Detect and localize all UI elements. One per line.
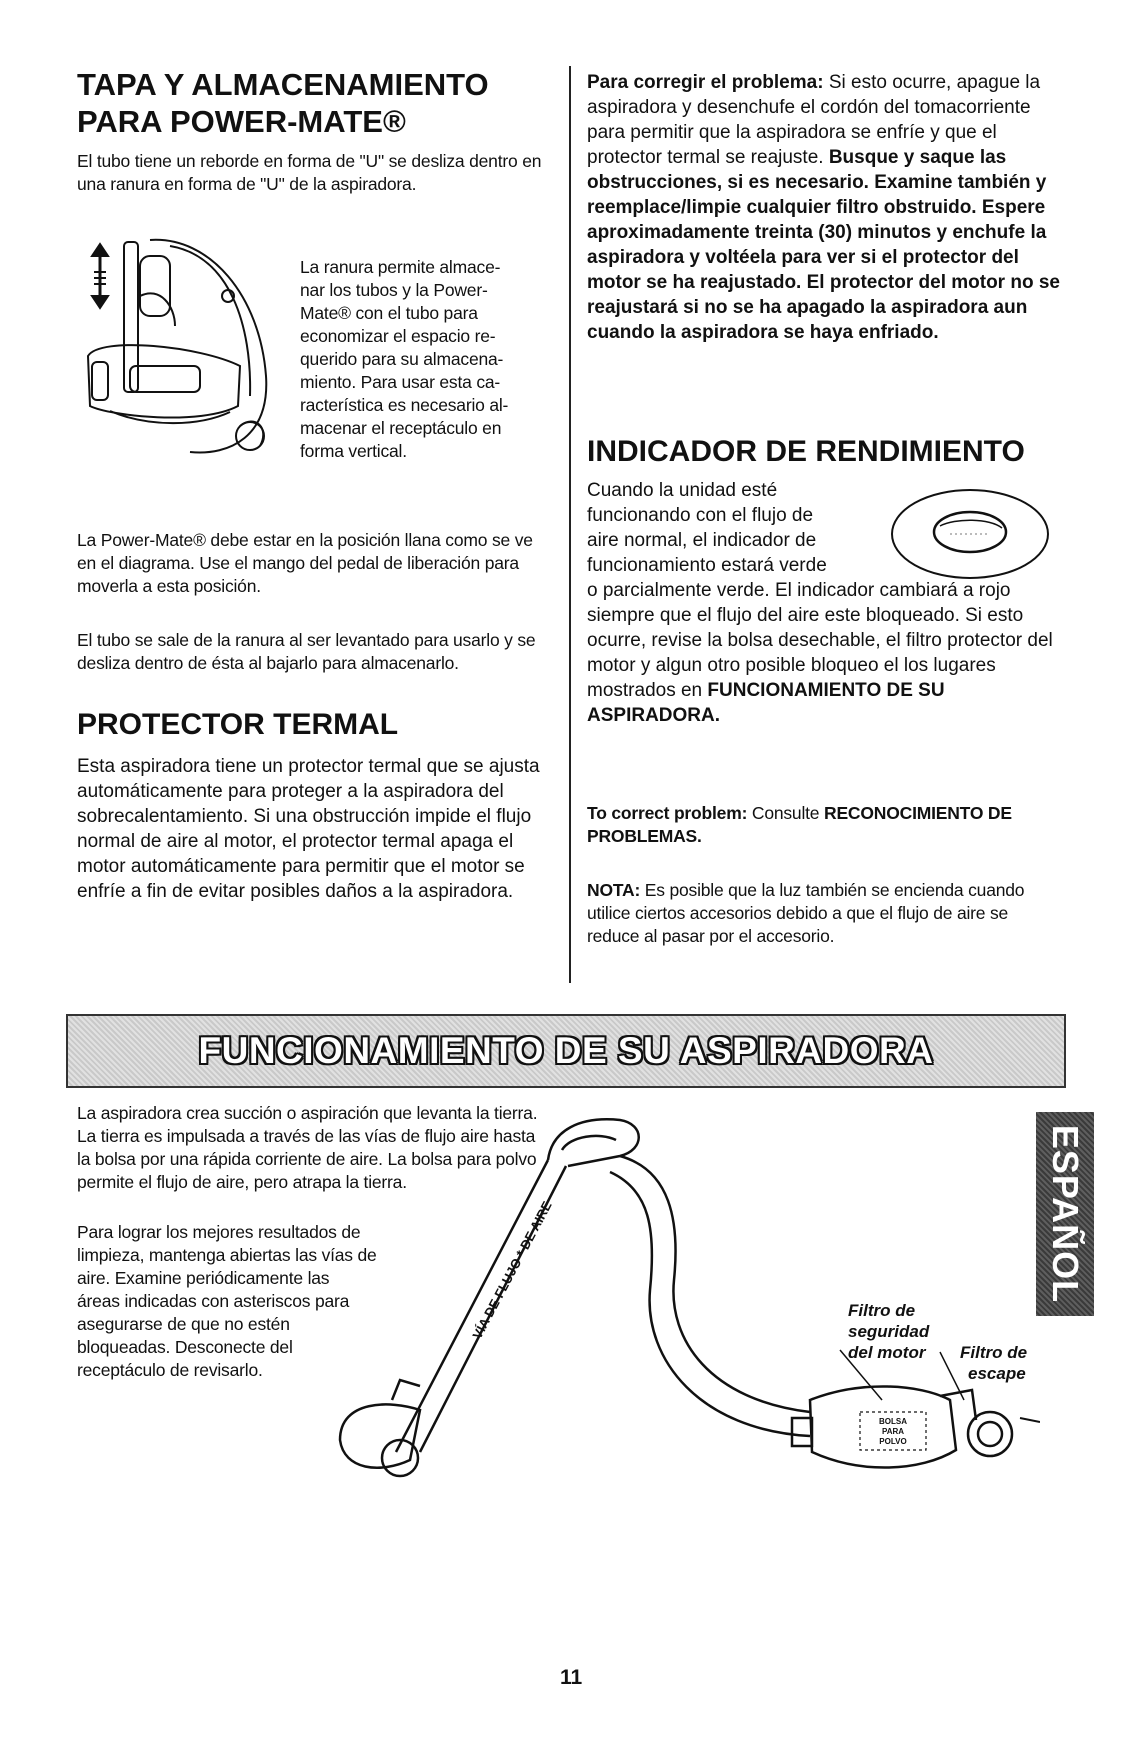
motor-filter-label (848, 1300, 929, 1363)
page-number: 11 (560, 1666, 583, 1689)
performance-indicator-icon (880, 478, 1060, 588)
exhaust-filter-label-line-1: Filtro de (960, 1343, 1028, 1362)
storage-caption (300, 256, 508, 463)
powermate-position-paragraph: La Power-Mate® debe estar en la posición llana como se ve en el diagrama. Use el mango del pedal de liberación para moverla a esta posición. (77, 530, 533, 596)
storage-caption-line-6: miento. Para usar esta ca- (300, 372, 501, 392)
indicador-lead (587, 478, 827, 578)
airways-line-3: aire. Examine periódicamente las (77, 1268, 330, 1288)
title-tapa-line1: TAPA Y ALMACENAMIENTO (77, 67, 489, 102)
indicador-lead-line-3: aire normal, el indicador de (587, 530, 817, 551)
language-tab (1036, 1112, 1094, 1316)
airways-line-6: bloqueadas. Desconecte del (77, 1337, 293, 1357)
indicador-body-reference: FUNCIONAMIENTO DE SU ASPIRADORA. (587, 680, 945, 726)
protector-termal-body: Esta aspiradora tiene un protector termal que se ajusta automáticamente para proteger a la aspiradora del sobrecalentamiento. Si una obstrucción impide el flujo normal de aire al motor, el protector termal apaga el motor automáticamente para permitir que el motor se enfríe a fin de evitar posibles daños a la aspiradora. (77, 756, 540, 902)
column-divider (569, 66, 571, 983)
storage-caption-line-9: forma vertical. (300, 441, 407, 461)
to-correct-paragraph (587, 802, 1057, 848)
nota-text: Es posible que la luz también se encienda cuando utilice ciertos accesorios debido a que el flujo de aire se reduce al pasar por el accesorio. (587, 880, 1025, 946)
motor-filter-label-line-3: del motor (848, 1343, 926, 1362)
to-correct-label: To correct problem: (587, 803, 748, 823)
indicador-lead-line-1: Cuando la unidad esté (587, 480, 778, 501)
correct-problem-text: Si esto ocurre, apague la aspiradora y desenchufe el cordón del tomacorriente para permitir que la aspiradora se enfríe y que el protector termal se reajuste. (587, 72, 1041, 168)
powermate-storage-illustration (80, 236, 280, 458)
storage-caption-line-2: nar los tubos y la Power- (300, 280, 488, 300)
indicador-body-text: o parcialmente verde. El indicador cambiará a rojo siempre que el flujo del aire este bloqueado. Si esto ocurre, revise la bolsa desechable, el filtro protector del motor y algun otro posible bloqueo el los lugares mostrados en (587, 580, 1053, 701)
airways-line-7: receptáculo de revisarlo. (77, 1360, 263, 1380)
storage-caption-line-3: Mate® con el tubo para (300, 303, 478, 323)
bag-label-line-2: PARA (881, 1427, 905, 1436)
motor-filter-label-line-1: Filtro de (848, 1301, 916, 1320)
motor-filter-label-line-2: seguridad (848, 1322, 930, 1341)
title-indicador-rendimiento: INDICADOR DE RENDIMIENTO (587, 435, 1025, 468)
nota-paragraph (587, 879, 1047, 948)
correct-problem-paragraph (587, 70, 1065, 345)
to-correct-reference: RECONOCIMIENTO DE PROBLEMAS. (587, 803, 1012, 846)
tube-slot-paragraph: El tubo se sale de la ranura al ser levantado para usarlo y se desliza dentro de ésta al bajarlo para almacenarlo. (77, 630, 536, 673)
exhaust-filter-label (960, 1342, 1027, 1384)
storage-caption-line-1: La ranura permite almace- (300, 257, 501, 277)
to-correct-text: Consulte (751, 803, 820, 823)
language-tab-label: ESPAÑOL (1045, 1124, 1087, 1304)
airways-line-2: limpieza, mantenga abiertas las vías de (77, 1245, 377, 1265)
bag-label-line-3: POLVO (879, 1437, 907, 1446)
airways-line-5: asegurarse de que no estén (77, 1314, 290, 1334)
correct-problem-label: Para corregir el problema: (587, 72, 824, 93)
banner-title: FUNCIONAMIENTO DE SU ASPIRADORA (198, 1030, 934, 1071)
indicador-lead-line-4: funcionamiento estará verde (587, 555, 827, 576)
storage-caption-line-8: macenar el receptáculo en (300, 418, 502, 438)
section-banner (66, 1014, 1066, 1088)
exhaust-filter-label-line-2: escape (968, 1364, 1026, 1383)
indicador-body (587, 578, 1062, 728)
tapa-intro: El tubo tiene un reborde en forma de "U" se desliza dentro en una ranura en forma de "U" de la aspiradora. (77, 151, 542, 194)
title-tapa-line2: PARA POWER-MATE® (77, 104, 406, 139)
storage-caption-line-7: racterística es necesario al- (300, 395, 509, 415)
correct-problem-bold-text: Busque y saque las obstrucciones, si es necesario. Examine también y reemplace/limpie cualquier filtro obstruido. Espere aproximadamente treinta (30) minutos y enchufe la aspiradora y voltéela para ver si el protector del motor se ha reajustado. El protector del motor no se reajustará si no se ha apagado la aspiradora aun cuando la aspiradora se haya enfriado. (587, 147, 1060, 343)
airways-line-4: áreas indicadas con asteriscos para (77, 1291, 350, 1311)
nota-label: NOTA: (587, 880, 641, 900)
suction-paragraph: La aspiradora crea succión o aspiración que levanta la tierra. La tierra es impulsada a través de las vías de flujo aire hasta la bolsa por una rápida corriente de aire. La bolsa para polvo permite el flujo de aire, pero atrapa la tierra. (77, 1103, 538, 1192)
title-protector-termal: PROTECTOR TERMAL (77, 708, 399, 741)
airways-line-1: Para lograr los mejores resultados de (77, 1222, 361, 1242)
storage-caption-line-4: economizar el espacio re- (300, 326, 496, 346)
airflow-path-label: VÍA DE FLUJO * DE AIRE (469, 1198, 555, 1342)
indicador-lead-line-2: funcionando con el flujo de (587, 505, 814, 526)
storage-caption-line-5: querido para su almacena- (300, 349, 504, 369)
vacuum-airflow-diagram (300, 1100, 1040, 1480)
bag-label-line-1: BOLSA (879, 1417, 907, 1426)
